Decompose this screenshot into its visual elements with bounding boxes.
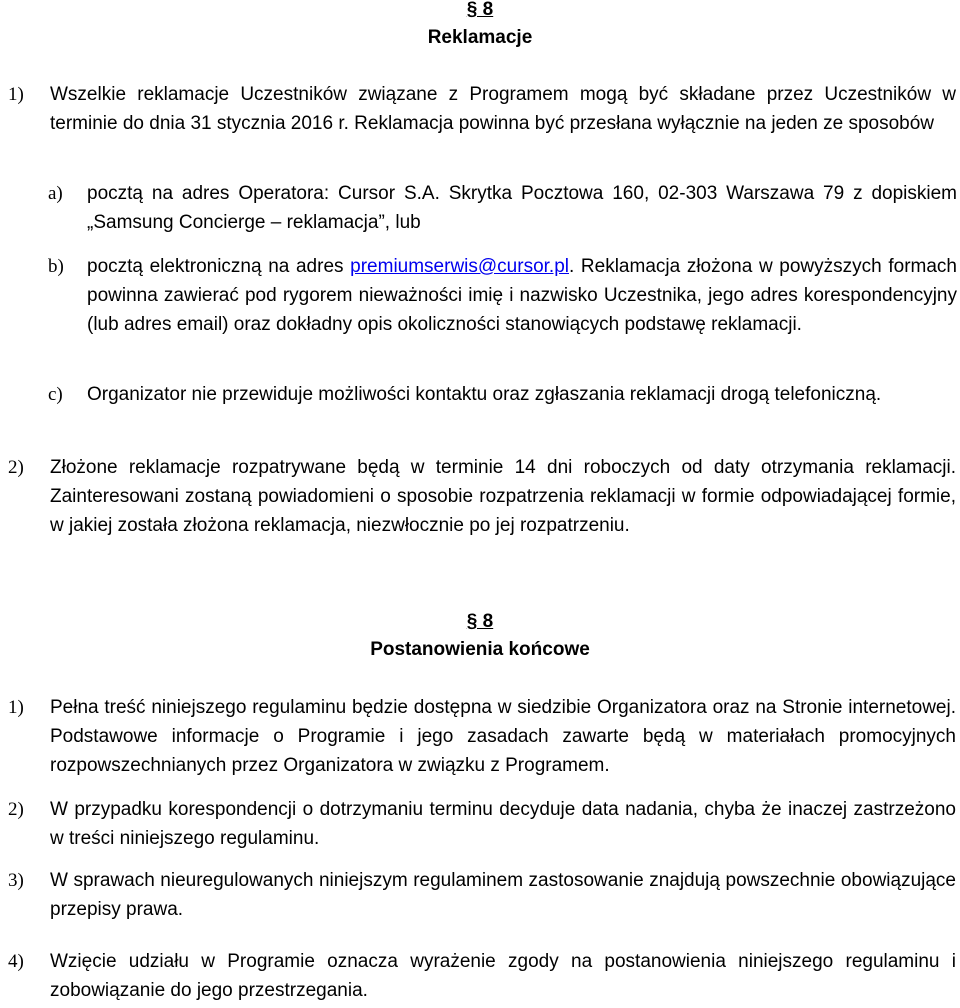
- item-marker: c): [48, 384, 63, 405]
- item-text: W przypadku korespondencji o dotrzymaniu terminu decyduje data nadania, chyba że inaczej zastrzeżono w treści niniejszego regulaminu.: [50, 799, 956, 849]
- item-text: Pełna treść niniejszego regulaminu będzie dostępna w siedzibie Organizatora oraz na Stronie internetowej. Podstawowe informacje o Programie i jego zasadach zawarte będą w materiałach promocyjnych rozpowszechnianych przez Organizatora w związku z Programem.: [50, 697, 956, 776]
- section-1-title: Reklamacje: [427, 27, 533, 48]
- item-text: pocztą na adres Operatora: Cursor S.A. Skrytka Pocztowa 160, 02-303 Warszawa 79 z dopiskiem „Samsung Concierge – reklamacja”, lub: [87, 183, 957, 233]
- section-2-number: § 8: [466, 611, 494, 632]
- item-marker: 2): [8, 799, 24, 820]
- item-text: Wszelkie reklamacje Uczestników związane z Programem mogą być składane przez Uczestników w terminie do dnia 31 stycznia 2016 r. Reklamacja powinna być przesłana wyłącznie na jeden ze sposobów: [50, 84, 956, 134]
- item-marker: b): [48, 256, 64, 277]
- item-text: Organizator nie przewiduje możliwości kontaktu oraz zgłaszania reklamacji drogą telefoniczną.: [87, 384, 882, 405]
- item-text-before: pocztą elektroniczną na adres: [87, 256, 351, 277]
- item-marker: 3): [8, 870, 24, 891]
- item-text: W sprawach nieuregulowanych niniejszym regulaminem zastosowanie znajdują powszechnie obowiązujące przepisy prawa.: [50, 870, 956, 920]
- email-link[interactable]: premiumserwis@cursor.pl: [350, 256, 569, 277]
- section-1-heading: [0, 0, 960, 52]
- item-text-after: . Reklamacja złożona w powyższych formach powinna zawierać pod rygorem nieważności imię i nazwisko Uczestnika, jego adres korespondencyjny (lub adres email) oraz dokładny opis okoliczności stanowiących podstawę reklamacji.: [87, 256, 957, 335]
- item-text: Wzięcie udziału w Programie oznacza wyrażenie zgody na postanowienia niniejszego regulaminu i zobowiązanie do jego przestrzegania.: [50, 951, 956, 1001]
- item-marker: a): [48, 183, 63, 204]
- item-text: [87, 252, 957, 339]
- item-marker: 1): [8, 84, 24, 105]
- section-2-title: Postanowienia końcowe: [370, 639, 590, 660]
- item-marker: 1): [8, 697, 24, 718]
- section-2-heading: [0, 608, 960, 664]
- section-1-number: § 8: [466, 0, 494, 20]
- item-marker: 4): [8, 951, 24, 972]
- item-marker: 2): [8, 457, 24, 478]
- item-text: Złożone reklamacje rozpatrywane będą w terminie 14 dni roboczych od daty otrzymania reklamacji. Zainteresowani zostaną powiadomieni o sposobie rozpatrzenia reklamacji w formie odpowiadającej formie, w jakiej została złożona reklamacja, niezwłocznie po jej rozpatrzeniu.: [50, 457, 956, 536]
